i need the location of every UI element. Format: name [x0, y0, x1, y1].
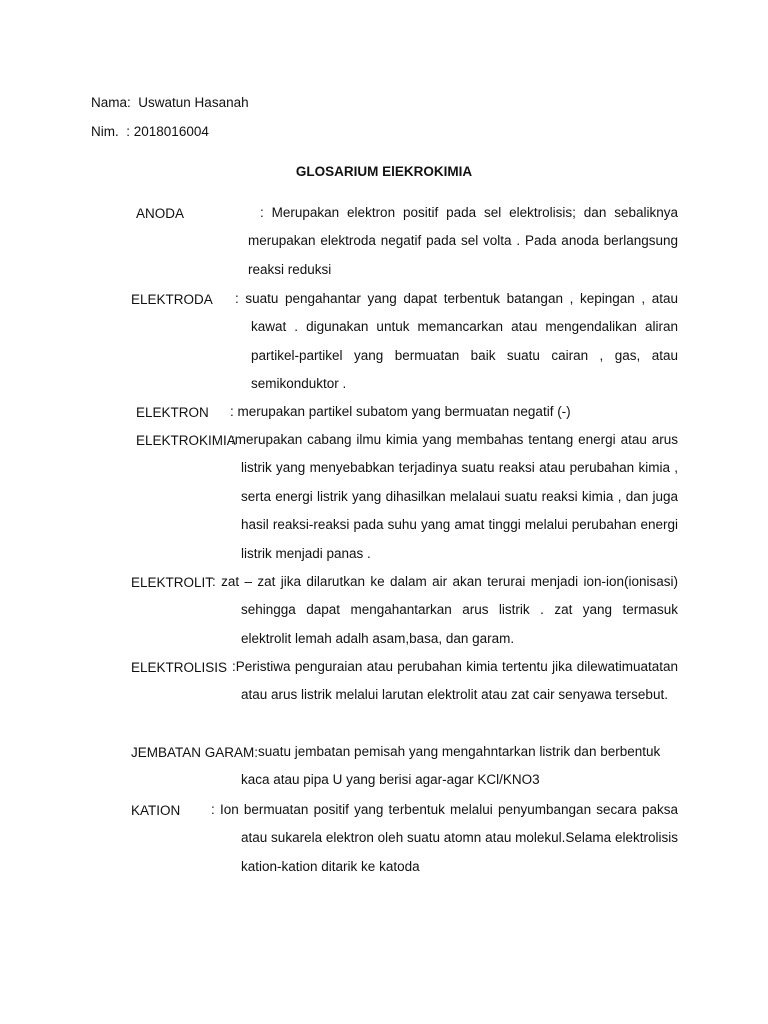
nim-line: [91, 124, 209, 139]
name-line: [91, 95, 249, 110]
name-label: Nama:: [91, 95, 131, 110]
definition-anoda: : Merupakan elektron positif pada sel elektrolisis; dan sebaliknya merupakan elektroda negatif pada sel volta . Pada anoda berlangsung reaksi reduksi: [248, 205, 678, 277]
definition-elektrolit: : zat – zat jika dilarutkan ke dalam air akan terurai menjadi ion-ion(ionisasi) sehingga dapat mengahantarkan arus listrik . zat yang termasuk elektrolit lemah adalh asam,basa, dan garam.: [212, 574, 678, 646]
definition-elektron: : merupakan partikel subatom yang bermuatan negatif (-): [230, 404, 571, 419]
nim-value: : 2018016004: [126, 124, 209, 139]
definition-jembatan-garam: suatu jembatan pemisah yang mengahntarkan listrik dan berbentuk kaca atau pipa U yang berisi agar-agar KCl/KNO3: [241, 744, 661, 788]
term-kation: KATION: [131, 803, 181, 818]
term-elektrokimia: ELEKTROKIMIA: [136, 433, 236, 448]
definition-elektrokimia: :merupakan cabang ilmu kimia yang membahas tentang energi atau arus listrik yang menyebabkan terjadinya suatu reaksi atau perubahan kimia , serta energi listrik yang dihasilkan melalaui suatu reaksi kimia , dan juga hasil reaksi-reaksi pada suhu yang amat tinggi melalui perubahan energi listrik menjadi panas .: [231, 432, 678, 561]
term-elektron: ELEKTRON: [136, 405, 209, 420]
term-anoda: ANODA: [136, 206, 185, 221]
name-value: Uswatun Hasanah: [138, 95, 249, 110]
term-elektrolit: ELEKTROLIT: [131, 575, 214, 590]
definition-elektrolisis: :Peristiwa penguraian atau perubahan kimia tertentu jika dilewatimuatatan atau arus listrik melalui larutan elektrolit atau zat cair senyawa tersebut.: [232, 659, 678, 703]
page-title: GLOSARIUM ElEKROKIMIA: [295, 164, 473, 179]
term-elektrolisis: ELEKTROLISIS: [131, 660, 228, 675]
definition-kation: : Ion bermuatan positif yang terbentuk melalui penyumbangan secara paksa atau sukarela elektron oleh suatu atomn atau molekul.Selama elektrolisis kation-kation ditarik ke katoda: [211, 802, 678, 874]
term-elektroda: ELEKTRODA: [131, 292, 213, 307]
term-jembatan-garam: JEMBATAN GARAM:: [131, 745, 259, 760]
nim-label: Nim.: [91, 124, 119, 139]
definition-elektroda: : suatu pengahantar yang dapat terbentuk batangan , kepingan , atau kawat . digunakan untuk memancarkan atau mengendalikan aliran partikel-partikel yang bermuatan baik suatu cairan , gas, atau semikonduktor .: [235, 291, 678, 392]
